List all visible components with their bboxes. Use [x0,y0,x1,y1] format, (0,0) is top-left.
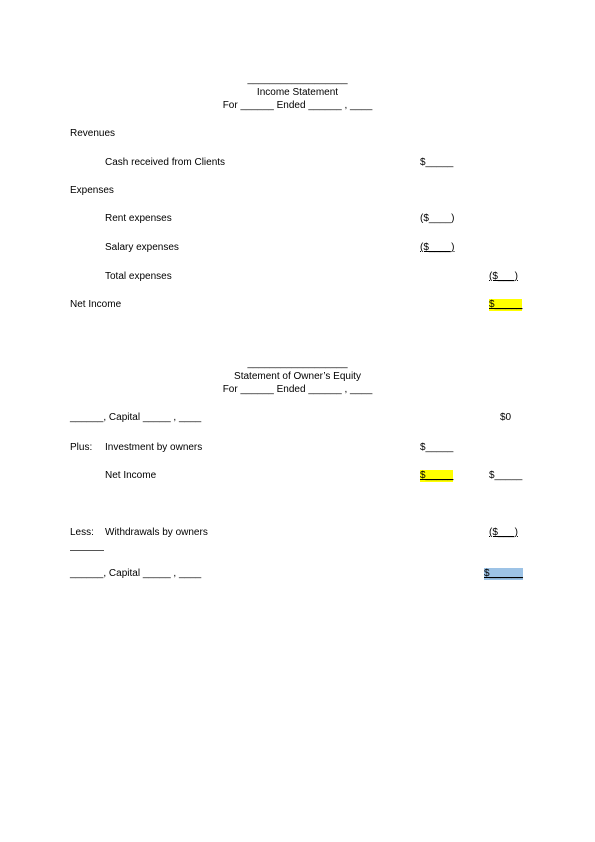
equity-period: For ______ Ended ______ , ____ [222,384,373,395]
less-label: Less: [70,527,94,538]
salary-expenses-label: Salary expenses [105,242,179,253]
withdrawals-value: ($___) [489,527,518,538]
capital-end-label: ______, Capital _____ , ____ [70,568,202,579]
rent-expenses-label: Rent expenses [105,213,172,224]
equity-statement-title: Statement of Owner’s Equity [234,371,361,382]
plus-label: Plus: [70,442,93,453]
equity-company-blank: __________________ [247,358,348,369]
revenues-label: Revenues [70,128,116,139]
net-income-value: $_____ [489,299,523,310]
capital-end-value: $______ [484,568,523,579]
capital-start-label: ______, Capital _____ , ____ [70,412,202,423]
expenses-label: Expenses [70,185,114,196]
investment-label: Investment by owners [105,442,203,453]
equity-net-income-label: Net Income [105,470,157,481]
equity-net-income-value: $_____ [420,470,454,481]
rent-expenses-value: ($____) [420,213,455,224]
withdrawals-label: Withdrawals by owners [105,527,208,538]
net-income-label: Net Income [70,299,122,310]
salary-expenses-value: ($____) [420,242,455,253]
divider-line [70,550,104,551]
capital-start-value: $0 [500,412,512,423]
cash-received-label: Cash received from Clients [105,157,226,168]
total-expenses-label: Total expenses [105,271,172,282]
income-statement-title: Income Statement [256,87,339,98]
income-company-blank: __________________ [247,74,348,85]
total-expenses-value: ($___) [489,271,518,282]
investment-value: $_____ [420,442,454,453]
equity-subtotal-value: $_____ [489,470,523,481]
cash-received-value: $_____ [420,157,454,168]
income-period: For ______ Ended ______ , ____ [222,100,373,111]
